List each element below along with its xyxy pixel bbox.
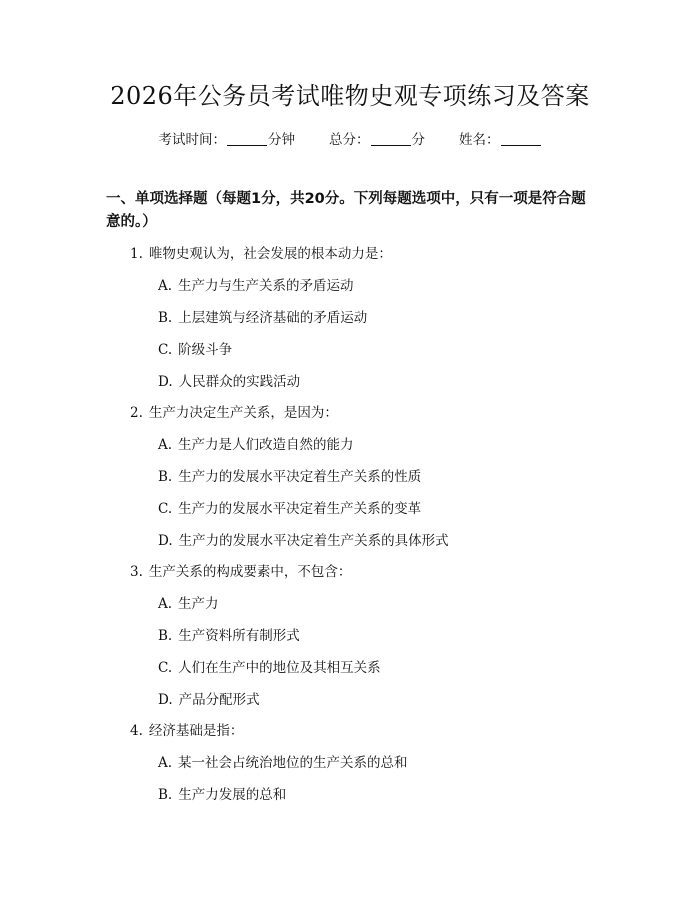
option-letter: D. bbox=[158, 692, 173, 708]
option-1d bbox=[158, 372, 300, 392]
option-text: 生产力是人们改造自然的能力 bbox=[178, 437, 354, 453]
option-letter: C. bbox=[158, 501, 173, 517]
question-text: 唯物史观认为，社会发展的根本动力是： bbox=[148, 246, 392, 262]
question-4 bbox=[130, 721, 243, 741]
option-text: 生产力的发展水平决定着生产关系的性质 bbox=[178, 469, 422, 485]
section-heading: 一、单项选择题（每题1分，共20分。下列每题选项中，只有一项是符合题意的。） bbox=[106, 191, 586, 230]
option-letter: C. bbox=[158, 342, 173, 358]
name-label: 姓名： bbox=[459, 132, 500, 148]
question-1 bbox=[130, 244, 392, 264]
question-2 bbox=[130, 403, 338, 423]
option-letter: B. bbox=[158, 469, 173, 485]
option-2b bbox=[158, 467, 421, 487]
option-3a bbox=[158, 594, 219, 614]
option-text: 人民群众的实践活动 bbox=[178, 374, 301, 390]
question-text: 经济基础是指： bbox=[148, 723, 244, 739]
option-text: 某一社会占统治地位的生产关系的总和 bbox=[178, 755, 408, 771]
option-letter: B. bbox=[158, 787, 173, 803]
option-letter: A. bbox=[158, 437, 173, 453]
option-letter: B. bbox=[158, 628, 173, 644]
option-1a bbox=[158, 276, 354, 296]
option-letter: A. bbox=[158, 755, 173, 771]
option-3c bbox=[158, 658, 381, 678]
option-1b bbox=[158, 308, 367, 328]
time-unit: 分钟 bbox=[268, 132, 295, 148]
option-text: 生产资料所有制形式 bbox=[178, 628, 300, 644]
option-letter: C. bbox=[158, 660, 173, 676]
option-text: 生产力发展的总和 bbox=[178, 787, 287, 803]
question-number: 2. bbox=[130, 405, 143, 421]
option-text: 生产力 bbox=[178, 596, 219, 612]
option-2d bbox=[158, 531, 449, 551]
option-letter: A. bbox=[158, 278, 173, 294]
option-letter: D. bbox=[158, 374, 173, 390]
time-label: 考试时间： bbox=[158, 132, 226, 148]
question-3 bbox=[130, 562, 351, 582]
score-blank bbox=[371, 131, 411, 146]
time-blank bbox=[227, 131, 267, 146]
option-2c bbox=[158, 499, 421, 519]
question-text: 生产关系的构成要素中，不包含： bbox=[148, 564, 352, 580]
option-text: 生产力的发展水平决定着生产关系的变革 bbox=[178, 501, 422, 517]
exam-info-line bbox=[0, 130, 700, 150]
option-text: 产品分配形式 bbox=[178, 692, 260, 708]
option-text: 生产力与生产关系的矛盾运动 bbox=[178, 278, 354, 294]
score-unit: 分 bbox=[411, 132, 425, 148]
name-blank bbox=[501, 131, 541, 146]
page-title: 2026年公务员考试唯物史观专项练习及答案 bbox=[110, 82, 590, 110]
option-text: 上层建筑与经济基础的矛盾运动 bbox=[178, 310, 368, 326]
question-number: 4. bbox=[130, 723, 143, 739]
option-text: 人们在生产中的地位及其相互关系 bbox=[178, 660, 381, 676]
option-2a bbox=[158, 435, 354, 455]
option-letter: D. bbox=[158, 533, 173, 549]
option-4a bbox=[158, 753, 408, 773]
question-number: 1. bbox=[130, 246, 143, 262]
option-3d bbox=[158, 690, 260, 710]
option-letter: A. bbox=[158, 596, 173, 612]
score-label: 总分： bbox=[329, 132, 370, 148]
option-4b bbox=[158, 785, 286, 805]
option-1c bbox=[158, 340, 232, 360]
question-number: 3. bbox=[130, 564, 143, 580]
option-text: 阶级斗争 bbox=[178, 342, 233, 358]
option-3b bbox=[158, 626, 300, 646]
option-letter: B. bbox=[158, 310, 173, 326]
question-text: 生产力决定生产关系，是因为： bbox=[148, 405, 338, 421]
option-text: 生产力的发展水平决定着生产关系的具体形式 bbox=[178, 533, 449, 549]
